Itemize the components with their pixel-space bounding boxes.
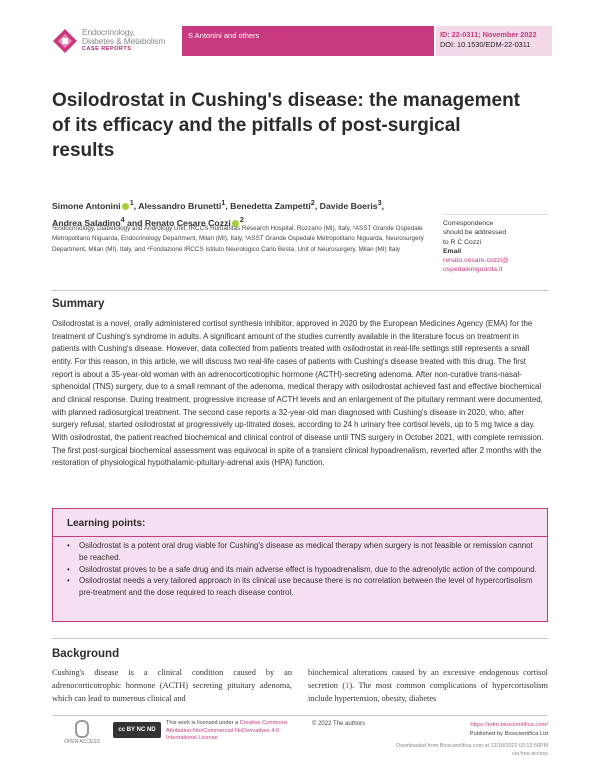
running-head-authors: S Antonini and others [182, 26, 434, 56]
author-name[interactable]: Alessandro Brunetti [138, 200, 222, 211]
footer-divider [52, 715, 548, 716]
publisher-name: Published by Bioscientifica Ltd [469, 730, 548, 737]
background-col2 [308, 667, 548, 706]
author-name[interactable]: Davide Boeris [319, 200, 378, 211]
learning-points-heading: Learning points: [67, 518, 146, 529]
bg-text: ). The most common complications of hypercortisolism include hypertension, obesity, diabetes [308, 680, 548, 703]
learning-point: • Osilodrostat proves to be a safe drug and its main adverse effect is hypoadrenalism, due to the adrenolytic action of the compound. [65, 564, 539, 576]
corr-email-label: Email [443, 247, 462, 255]
learning-point: • Osilodrostat is a potent oral drug viable for Cushing's disease as medical therapy when surgery is not feasible or remission cannot be reached. [65, 540, 539, 564]
background-heading: Background [52, 648, 120, 660]
corr-email-link[interactable] [443, 256, 548, 275]
author-name[interactable]: Simone Antonini [52, 200, 121, 211]
corr-email-part[interactable]: ospedaleniguarda.it [443, 266, 503, 274]
download-via: via free access [512, 751, 548, 757]
license-link[interactable]: Creative Commons Attribution-NonCommercial-NoDerivatives 4.0 International License. [166, 720, 288, 741]
author-affil-sup: 2 [310, 198, 315, 207]
journal-logo[interactable] [52, 26, 180, 56]
article-id: ID: 22-0311; November 2022 [440, 30, 537, 39]
author-separator: , [133, 200, 139, 211]
corr-line: to R C Cozzi [443, 238, 482, 246]
author-affil-sup: 3 [377, 198, 382, 207]
open-access-badge [60, 720, 104, 745]
author-affil-sup: 4 [120, 214, 125, 224]
author-separator: , [381, 200, 385, 211]
download-stamp [300, 742, 548, 758]
divider [52, 290, 548, 291]
article-doi[interactable]: DOI: 10.1530/EDM-22-0311 [440, 40, 531, 49]
divider [52, 638, 548, 639]
open-access-lock-icon [75, 720, 89, 738]
article-identifiers [436, 26, 552, 56]
journal-name: Endocrinology, Diabetes & Metabolism CASE REPORTS [82, 27, 166, 53]
learning-points-list [65, 540, 539, 599]
background-col1: Cushing's disease is a clinical condition caused by an adrenocorticotrophic hormone (ACTH) secreting pituitary adenoma, which can lead to numerous clinical and [52, 668, 292, 703]
author-affil-sup: 1 [129, 198, 134, 207]
download-info: Downloaded from Bioscientifica.com at 12/18/2022 02:12:56PM [396, 743, 548, 749]
cc-license-icon[interactable]: cc BY NC ND [113, 722, 161, 738]
reference-link[interactable]: 1 [345, 680, 350, 690]
author-separator: , [225, 200, 231, 211]
affiliations: ¹Endocrinology, Diabetology and Andrology Unit, IRCCS Humanitas Research Hospital, Rozzano (MI), Italy, ²ASST Grande Ospedale Metropolitano Niguarda, Endocrinology Department, Milan (MI), Italy, ³ASST Grande Ospedale Metropolitano Niguarda, Neurosurgery Department, Milan (MI), Italy, and ⁴Fondazione IRCCS Istituto Neurologico Carlo Besta, Unit of Neurosurgery, Milan (MI) Italy [52, 225, 424, 253]
author-affil-sup: 2 [239, 214, 244, 224]
orcid-icon[interactable] [122, 203, 129, 210]
copyright: © 2022 The authors [312, 721, 366, 727]
open-access-label: OPEN ACCESS [64, 739, 100, 745]
license-text [166, 720, 296, 743]
bg-text: biochemical alterations caused by an excessive endogenous cortisol secretion ( [308, 668, 548, 690]
author-separator: and [124, 217, 145, 228]
author-name[interactable]: Renato Cesare Cozzi [144, 217, 231, 228]
corr-line: should be addressed [443, 229, 507, 237]
corr-email-part[interactable]: renato.cesare.cozzi@ [443, 257, 509, 265]
journal-url-link[interactable]: https://edm.bioscientifica.com/ [470, 722, 548, 728]
correspondence-box [443, 214, 548, 275]
learning-point: • Osilodrostat needs a very tailored approach in its clinical use because there is no correlation between the level of hypercortisolism pre-treatment and the dose required to reach disease control. [65, 575, 539, 599]
summary-text: Osilodrostat is a novel, orally administered cortisol synthesis inhibitor, approved in 2020 by the European Medicines Agency (EMA) for the treatment of Cushing's syndrome in adults. A significant amount of the studies currently available in the literature focus on treatment in patients with Cushing's disease. However, data collected from patients treated with osilodrostat in real-life settings still represents a small entity. For this reason, in this article, we will discuss two real-life cases of patients with Cushing's disease treated with this drug. The first report is about a 35-year-old woman with an adrenocorticotrophic hormone (ACTH)-secreting adenoma. After non-curative trans-nasal-sphenoidal (TNS) surgery, due to a small remnant of the adenoma, medical therapy with osilodrostat achieved fast and effective biochemical and clinical response. During treatment, progressive increase of ACTH levels and an enlargement of the pituitary remnant were documented, with planned radiosurgical treatment. The second case reports a 32-year-old man diagnosed with Cushing's disease in 2020, who, after surgery refusal, started osilodrostat at progressively up-titrated doses, according to 24 h urinary free cortisol levels, up to 5 mg twice a day. With osilodrostat, the patient reached biochemical and clinical control of disease until TNS surgery in October 2021, with complete remission. The first post-surgical biochemical assessment was equivocal in spite of a transient clinical hypoadrenalism, reverted after 2 months with the restoration of physiological hypothalamic-pituitary-adrenal axis (HPA) function. [52, 319, 544, 468]
author-name[interactable]: Benedetta Zampetti [230, 200, 311, 211]
learning-points-divider [53, 536, 547, 537]
license-prefix: This work is licensed under a [166, 720, 240, 726]
journal-header [52, 26, 552, 56]
author-separator: , [314, 200, 320, 211]
publisher-info [420, 721, 548, 738]
article-title: Osilodrostat in Cushing's disease: the management of its efficacy and the pitfalls of post-surgical results [52, 90, 521, 161]
journal-logo-icon [52, 28, 78, 54]
corr-line: Correspondence [443, 220, 494, 227]
author-affil-sup: 1 [221, 198, 226, 207]
learning-points-box [52, 508, 548, 622]
summary-heading: Summary [52, 298, 105, 310]
author-name[interactable]: Andrea Saladino [52, 217, 121, 228]
